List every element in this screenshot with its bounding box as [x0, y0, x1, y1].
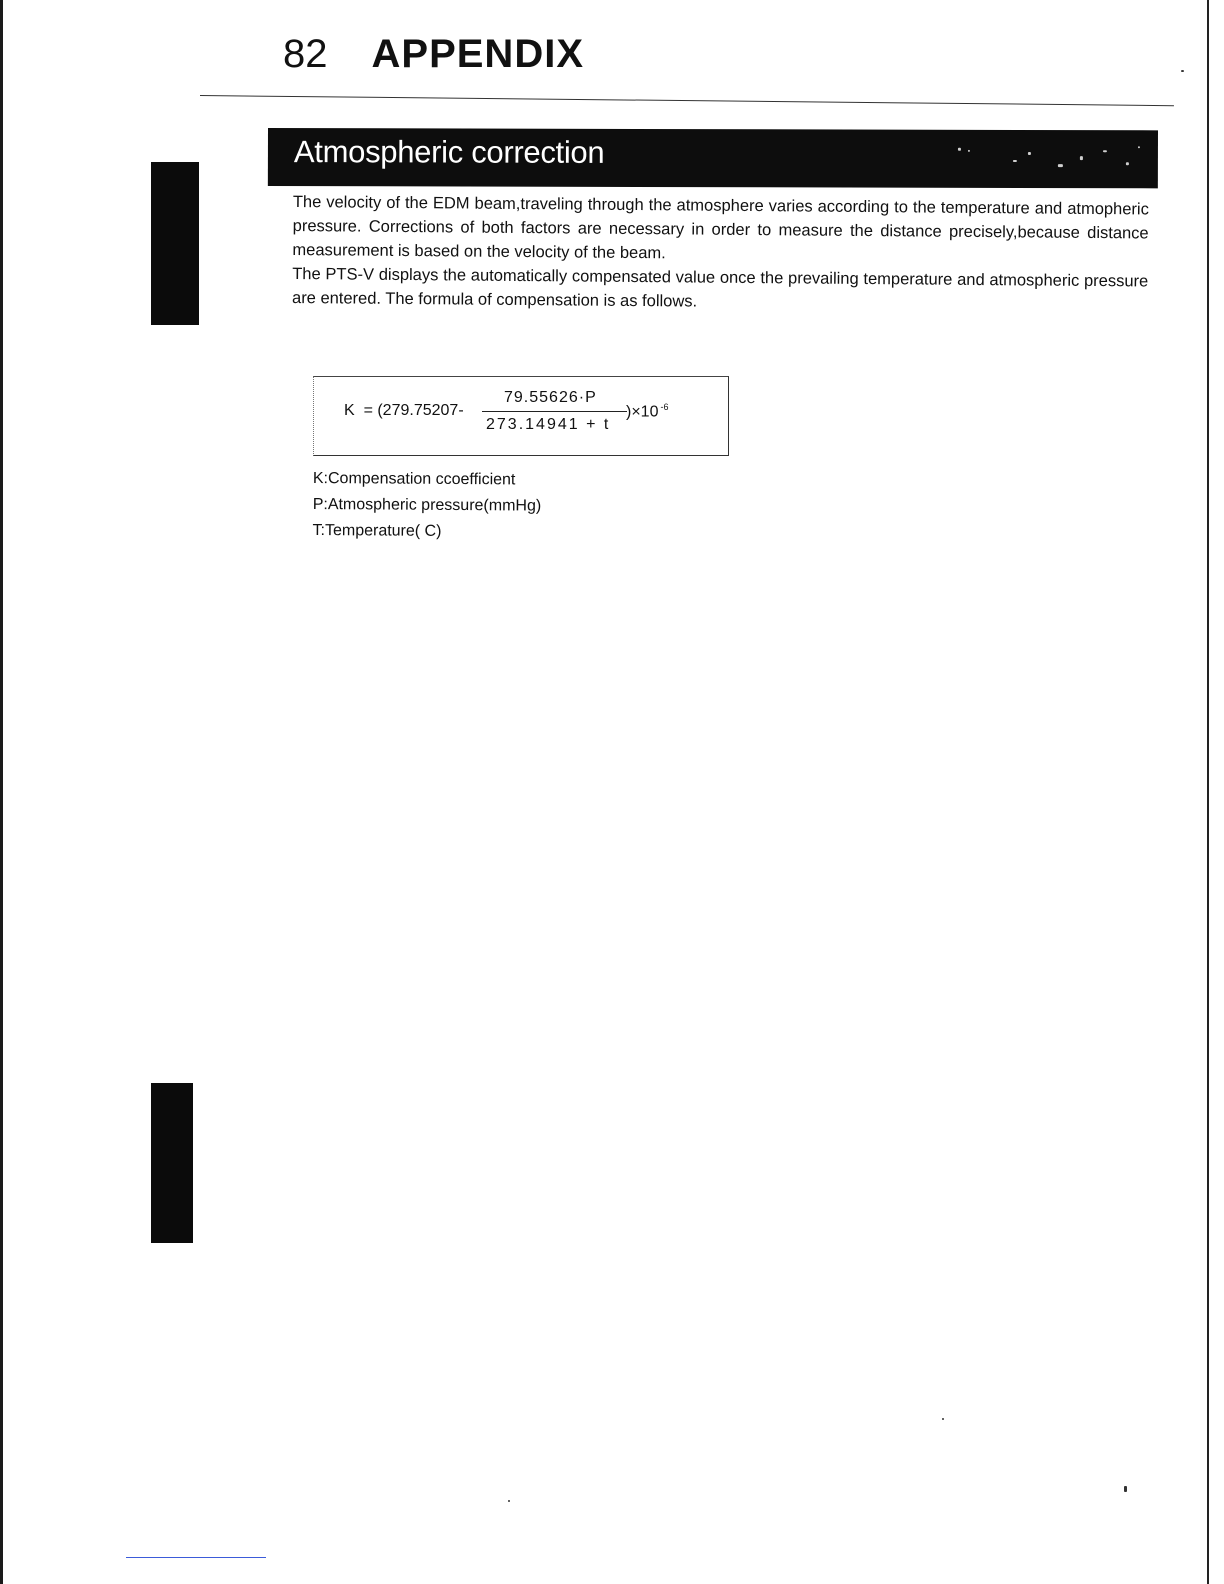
banner-speckle	[1103, 150, 1107, 152]
banner-speckle	[1058, 164, 1063, 167]
variable-definitions	[312, 466, 541, 546]
scan-edge-right	[1207, 0, 1209, 1584]
thumb-index-tab-top	[151, 162, 199, 325]
section-title: Atmospheric correction	[293, 134, 605, 170]
banner-speckle	[958, 148, 961, 151]
header-divider	[200, 95, 1174, 106]
scan-speck	[1124, 1486, 1127, 1492]
chapter-label: APPENDIX	[371, 32, 584, 76]
scan-speck	[942, 1418, 944, 1420]
formula-box	[313, 376, 729, 456]
fraction-bar	[482, 411, 627, 412]
scan-speck	[508, 1500, 510, 1502]
banner-speckle	[1028, 152, 1031, 155]
page-number: 82	[283, 32, 328, 76]
scan-artifact-line	[126, 1557, 266, 1558]
formula-multiplier: )×10	[626, 403, 659, 421]
banner-speckle	[1126, 162, 1129, 165]
formula-numerator: 79.55626·P	[504, 389, 597, 406]
banner-speckle	[1013, 160, 1017, 162]
banner-speckle	[1138, 146, 1140, 148]
formula-denominator: 273.14941 + t	[486, 416, 611, 433]
banner-speckle	[1080, 156, 1083, 160]
definition-k: K:Compensation ccoefficient	[312, 469, 516, 489]
scan-speck	[1181, 70, 1184, 72]
page-header	[283, 32, 584, 77]
formula-lhs: K = (279.75207-	[344, 402, 464, 419]
section-banner	[268, 128, 1158, 188]
banner-speckle	[968, 150, 970, 152]
thumb-index-tab-bottom	[151, 1083, 193, 1243]
definition-t: T:Temperature( C)	[312, 521, 442, 540]
paragraph-velocity: The velocity of the EDM beam,traveling through the atmosphere varies according to the temperature and atmopheric pressure. Corrections of both factors are necessary in order to measure the distance precisely,because distance measurement is based on the velocity of the beam.	[292, 192, 1149, 263]
body-text	[292, 190, 1149, 317]
scan-edge-left	[0, 0, 3, 1584]
definition-p: P:Atmospheric pressure(mmHg)	[312, 495, 542, 515]
formula-exponent: -6	[660, 402, 669, 412]
paragraph-compensation: The PTS-V displays the automatically compensated value once the prevailing temperature and atmospheric pressure are entered. The formula of compensation is as follows.	[291, 264, 1149, 311]
formula-tail	[626, 402, 668, 421]
